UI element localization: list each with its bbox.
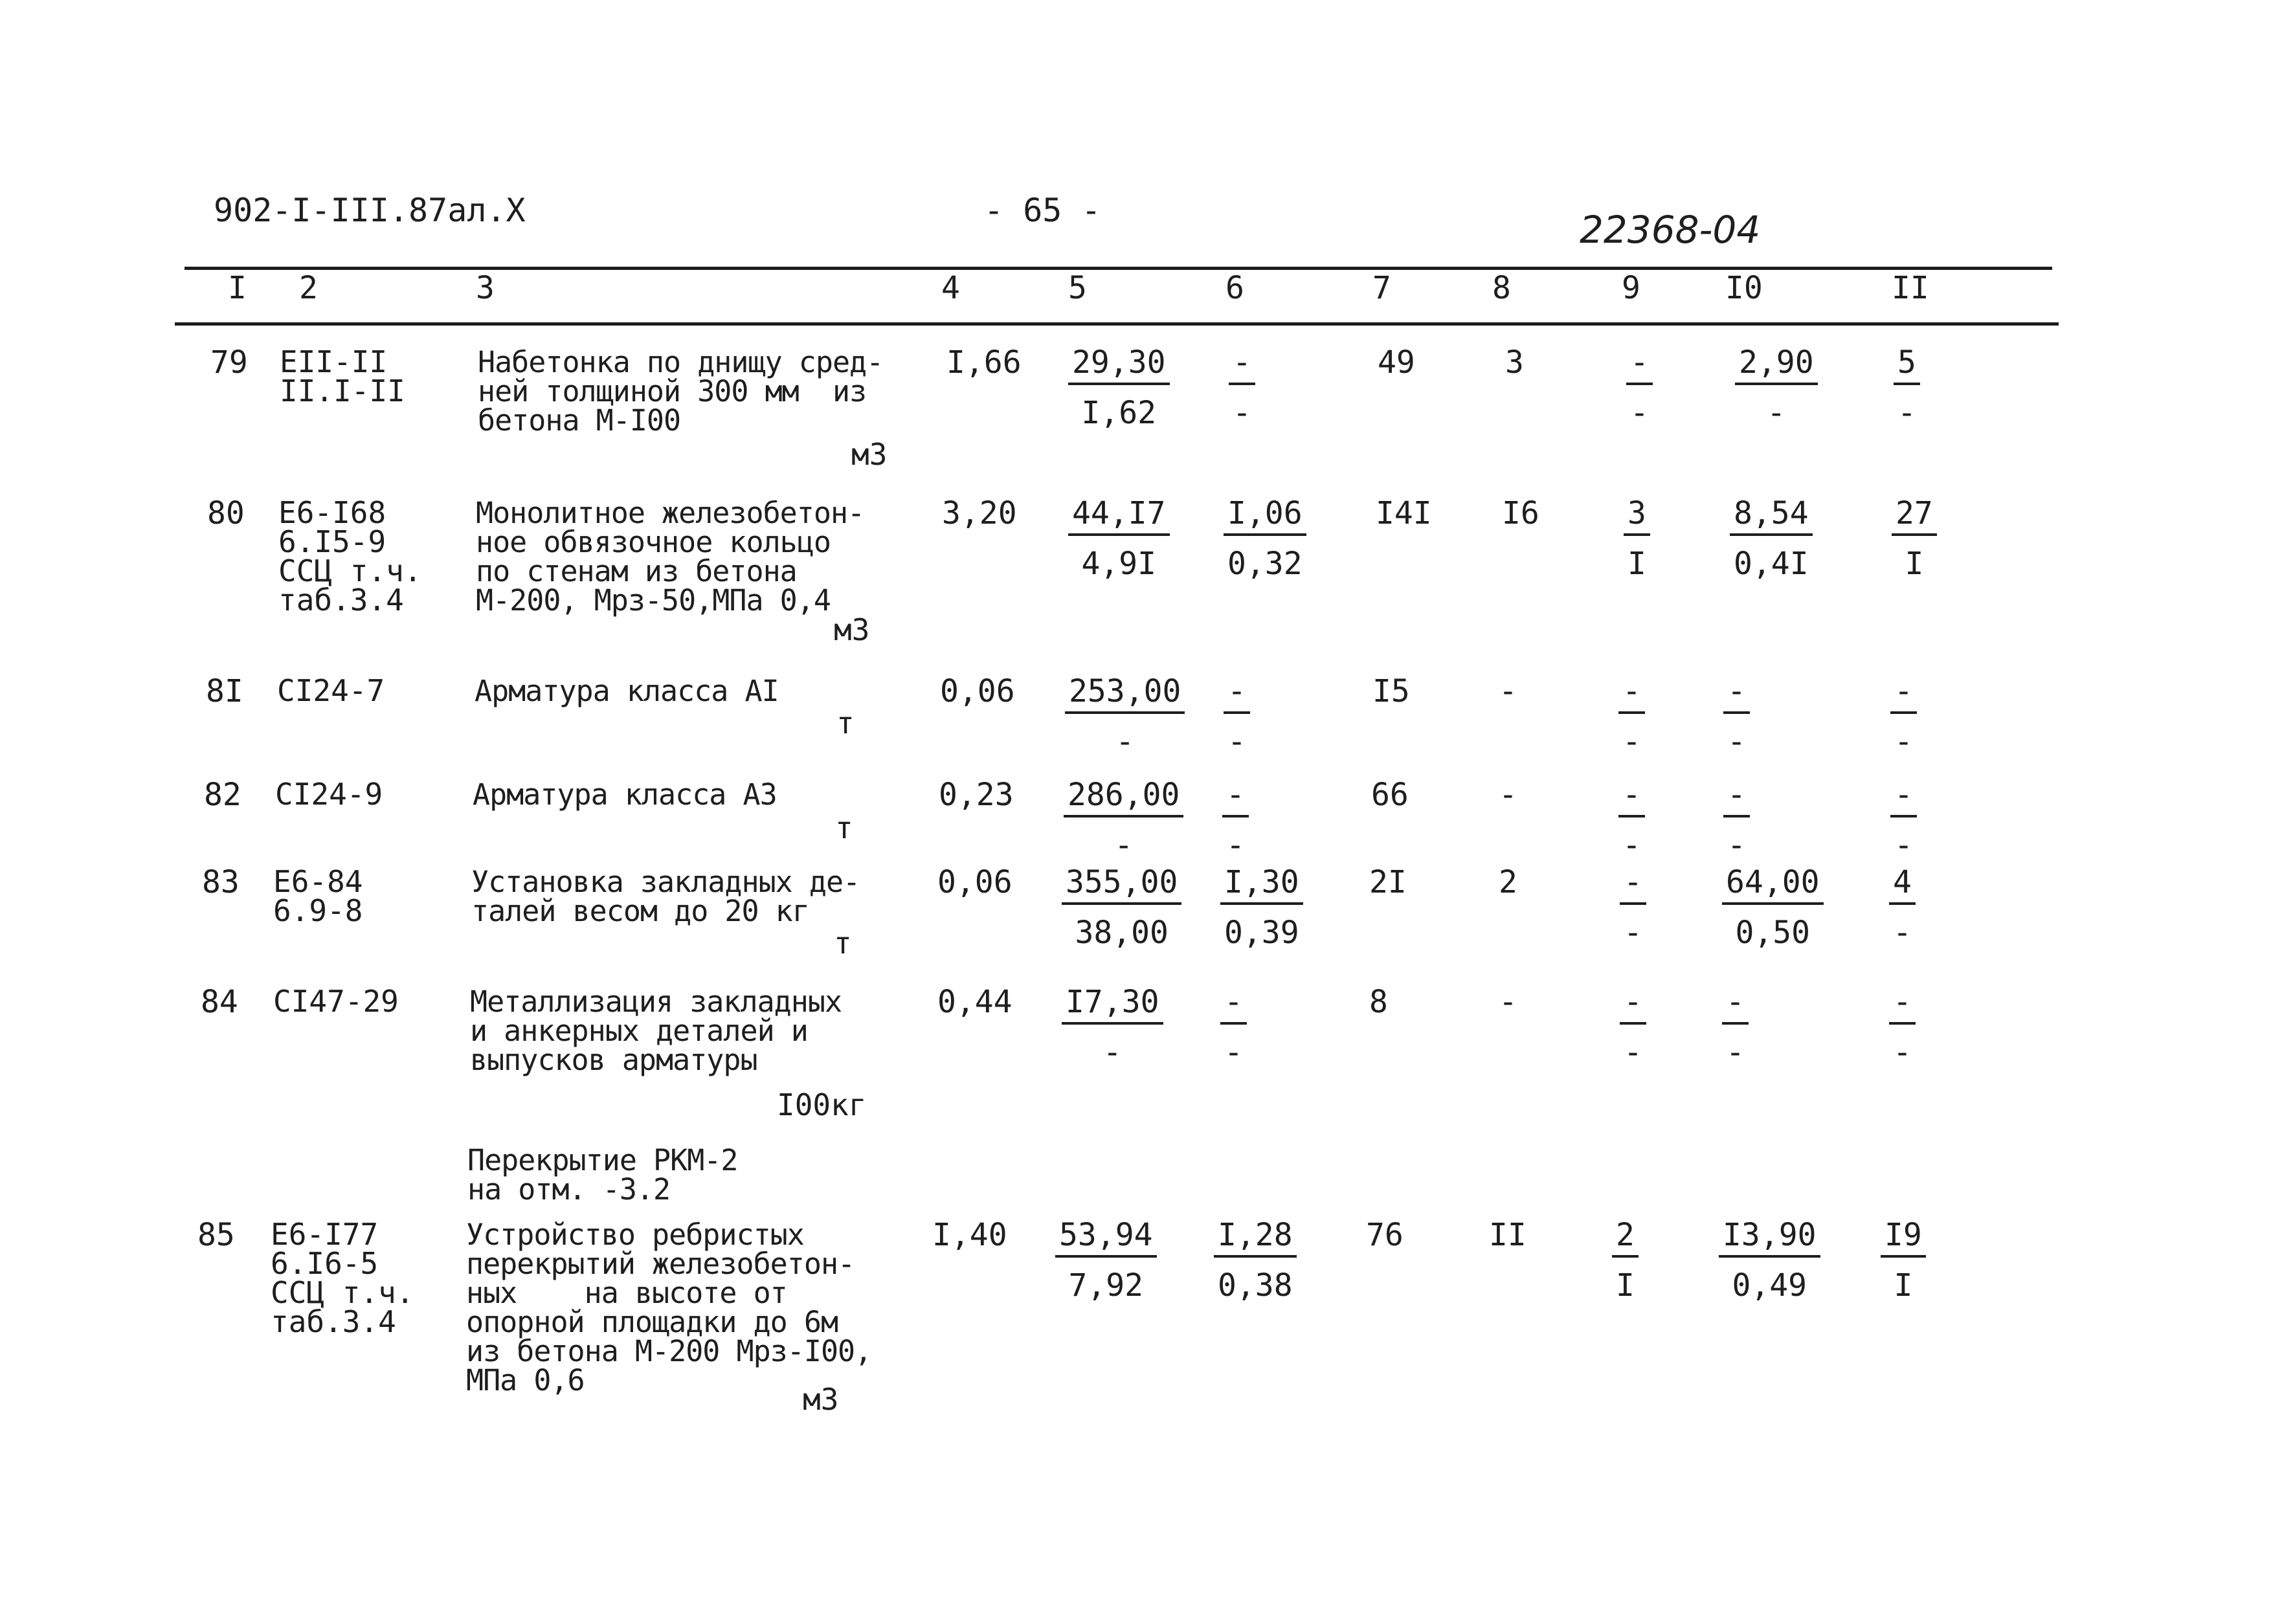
norm-code-line: ССЦ т.ч. <box>271 1275 414 1310</box>
description-line: талей весом до 20 кг <box>471 894 809 928</box>
fraction-col9: - - <box>1620 867 1646 948</box>
column-header: 5 <box>1068 270 1087 306</box>
col8-value: 3 <box>1505 344 1524 381</box>
description-line: выпусков арматуры <box>470 1043 757 1077</box>
fraction-col6: $\frac{I,30}{0,39}$ <box>1220 867 1303 948</box>
col7-value: 2I <box>1369 864 1407 900</box>
quantity: I,40 <box>932 1217 1007 1253</box>
col7-value: I4I <box>1376 495 1432 531</box>
quantity: 3,20 <box>942 495 1017 531</box>
column-header: 4 <box>941 270 960 306</box>
description-line: по стенам из бетона <box>476 554 797 588</box>
fraction-col11: - - <box>1890 676 1917 757</box>
unit-label: м3 <box>851 437 888 472</box>
work-description <box>470 984 842 1077</box>
col8-value: - <box>1499 777 1517 813</box>
column-header: I <box>228 270 247 306</box>
quantity: 0,23 <box>939 777 1014 813</box>
norm-code-line: CI47-29 <box>273 984 399 1019</box>
fraction-col10: - - <box>1723 676 1750 757</box>
row-number: 79 <box>210 344 248 381</box>
fraction-col10: - - <box>1722 987 1749 1067</box>
quantity: 0,44 <box>937 984 1012 1020</box>
norm-code-line: таб.3.4 <box>278 583 404 617</box>
fraction-col9: $\frac{3}{I}$ <box>1624 498 1650 579</box>
col7-value: 49 <box>1378 344 1415 381</box>
unit-label: м3 <box>803 1382 839 1417</box>
work-description <box>478 345 884 438</box>
description-line: Арматура класса АI <box>475 674 779 708</box>
description-line: Установка закладных де- <box>471 865 860 899</box>
description-line: Набетонка по днищу сред- <box>478 345 884 379</box>
norm-code-line: EII-II <box>280 344 388 379</box>
norm-code-line: II.I-II <box>280 373 405 408</box>
row-number: 8I <box>206 673 243 709</box>
table-top-rule <box>185 267 2052 270</box>
unit-label: т <box>836 706 855 740</box>
col7-value: I5 <box>1372 673 1410 709</box>
fraction-col9: $\frac{2}{I}$ <box>1612 1220 1639 1300</box>
fraction-col5: $\frac{29,30}{I,62}$ <box>1068 348 1170 428</box>
page-number: - 65 - <box>984 192 1101 229</box>
unit-label: м3 <box>834 612 870 647</box>
row-number: 85 <box>197 1217 235 1253</box>
norm-code <box>275 777 383 812</box>
row-number: 82 <box>204 777 241 813</box>
norm-code-line: E6-I77 <box>271 1217 379 1252</box>
col8-value: I6 <box>1502 495 1539 531</box>
work-description <box>466 1220 871 1395</box>
norm-code-line: 6.9-8 <box>273 893 363 928</box>
norm-code <box>271 1217 414 1339</box>
norm-code <box>278 495 422 617</box>
col7-value: 8 <box>1369 984 1388 1020</box>
unit-label: т <box>834 926 852 961</box>
column-header: 9 <box>1622 270 1640 306</box>
fraction-col11: - - <box>1890 780 1917 860</box>
fraction-col11: 4 - <box>1889 867 1916 948</box>
column-header: I0 <box>1725 270 1763 306</box>
description-line: ное обвязочное кольцо <box>476 525 831 559</box>
description-line: из бетона М-200 Мрз-I00, <box>466 1334 872 1368</box>
table-header-rule <box>175 322 2059 326</box>
description-line: опорной площадки до 6м <box>466 1305 838 1339</box>
description-line: МПа 0,6 <box>466 1363 585 1397</box>
column-header: 6 <box>1225 270 1244 306</box>
fraction-col9: - - <box>1620 987 1646 1067</box>
norm-code-line: E6-I68 <box>278 495 386 530</box>
inventory-number: 22368-04 <box>1580 208 1761 252</box>
fraction-col11: $\frac{I9}{I}$ <box>1881 1220 1926 1300</box>
norm-code-line: 6.I6-5 <box>271 1246 379 1281</box>
fraction-col10: $\frac{64,00}{0,50}$ <box>1722 867 1824 948</box>
fraction-col5: 286,00 - <box>1064 780 1183 860</box>
column-header: 2 <box>299 270 318 306</box>
description-line: ней толщиной 300 мм из <box>478 374 867 408</box>
column-header: 8 <box>1492 270 1511 306</box>
quantity: I,66 <box>946 344 1022 381</box>
norm-code <box>273 864 363 928</box>
row-number: 84 <box>201 984 238 1020</box>
row-number: 80 <box>207 495 245 531</box>
description-line: Монолитное железобетон- <box>476 496 865 530</box>
fraction-col10: - - <box>1723 780 1750 860</box>
col8-value: II <box>1489 1217 1527 1253</box>
fraction-col6: - - <box>1224 676 1250 757</box>
column-header: 7 <box>1372 270 1391 306</box>
fraction-col10: $\frac{8,54}{0,4I}$ <box>1730 498 1813 579</box>
fraction-col9: - - <box>1626 348 1653 428</box>
fraction-col6: $\frac{I,06}{0,32}$ <box>1224 498 1306 579</box>
fraction-col11: - - <box>1889 987 1916 1067</box>
subheading-line: Перекрытие РКМ-2 <box>467 1143 738 1177</box>
fraction-col11: 5 - <box>1894 348 1920 428</box>
quantity: 0,06 <box>940 673 1015 709</box>
unit-label: I00кг <box>777 1087 867 1122</box>
quantity: 0,06 <box>937 864 1012 900</box>
description-line: Устройство ребристых <box>466 1218 804 1252</box>
col8-value: - <box>1499 673 1517 709</box>
work-description <box>475 676 779 706</box>
work-description <box>476 498 864 615</box>
fraction-col5: I7,30 - <box>1062 987 1163 1067</box>
work-description <box>473 777 777 812</box>
fraction-col10: $\frac{I3,90}{0,49}$ <box>1719 1220 1820 1300</box>
column-header: 3 <box>476 270 495 306</box>
norm-code-line: CI24-9 <box>275 777 383 812</box>
fraction-col9: - - <box>1618 780 1645 860</box>
norm-code-line: 6.I5-9 <box>278 524 386 559</box>
fraction-col5: $\frac{44,I7}{4,9I}$ <box>1068 498 1170 579</box>
fraction-col5: $\frac{53,94}{7,92}$ <box>1055 1220 1157 1300</box>
norm-code-line: E6-84 <box>273 864 363 899</box>
work-description <box>471 867 860 926</box>
fraction-col10: 2,90 - <box>1735 348 1818 428</box>
fraction-col5: 253,00 - <box>1065 676 1185 757</box>
norm-code <box>273 984 399 1019</box>
subheading-line: на отм. -3.2 <box>467 1172 671 1207</box>
norm-code <box>280 344 405 408</box>
section-subheading <box>467 1143 738 1207</box>
norm-code-line: CI24-7 <box>277 673 385 708</box>
fraction-col9: - - <box>1618 676 1645 757</box>
fraction-col6: $\frac{I,28}{0,38}$ <box>1214 1220 1297 1300</box>
col7-value: 66 <box>1371 777 1409 813</box>
column-header: II <box>1892 270 1929 306</box>
fraction-col6: - - <box>1220 987 1247 1067</box>
fraction-col11: $\frac{27}{I}$ <box>1892 498 1937 579</box>
description-line: М-200, Мрз-50,МПа 0,4 <box>476 583 831 617</box>
description-line: Арматура класса А3 <box>473 777 777 812</box>
norm-code <box>277 673 385 708</box>
norm-code-line: ССЦ т.ч. <box>278 553 422 588</box>
description-line: и анкерных деталей и <box>470 1014 808 1048</box>
fraction-col6: - - <box>1229 348 1255 428</box>
description-line: перекрытий железобетон- <box>466 1247 855 1281</box>
col8-value: - <box>1499 984 1517 1020</box>
description-line: ных на высоте от <box>466 1276 787 1310</box>
norm-code-line: таб.3.4 <box>271 1304 396 1339</box>
fraction-col6: - - <box>1222 780 1249 860</box>
col7-value: 76 <box>1366 1217 1404 1253</box>
col8-value: 2 <box>1499 864 1517 900</box>
description-line: бетона М-I00 <box>478 403 681 438</box>
document-code: 902-I-III.87ал.X <box>214 192 526 229</box>
description-line: Металлизация закладных <box>470 984 842 1019</box>
fraction-col5: $\frac{355,00}{38,00}$ <box>1062 867 1181 948</box>
row-number: 83 <box>202 864 240 900</box>
unit-label: т <box>835 810 853 845</box>
